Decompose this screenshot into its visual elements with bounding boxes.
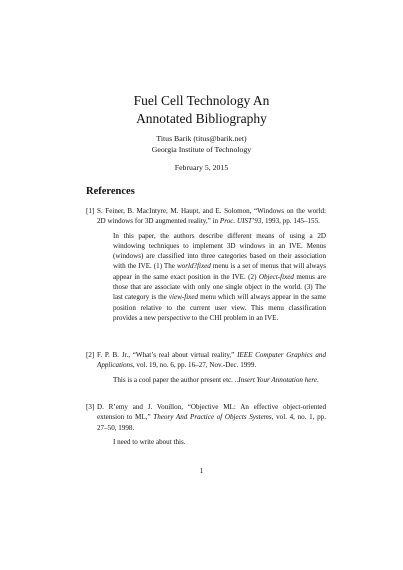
reference-citation: S. Feiner, B. MacIntyre, M. Haupt, and E. Solomon, “Windows on the world: 2D windows for 3D augmented reality,” in Proc. UIST’93, 1993, pp. 145–155. <box>97 207 326 226</box>
author: Titus Barik (titus@barik.net) <box>156 134 247 143</box>
reference-entry-1 <box>86 206 326 323</box>
reference-annotation: This is a cool paper the author present etc. ..Insert Your Annotation here. <box>113 375 319 384</box>
reference-number: [1] <box>86 207 95 215</box>
document-title <box>0 92 403 128</box>
reference-number: [2] <box>86 351 95 359</box>
institution: Georgia Institute of Technology <box>151 144 252 154</box>
title-line-1: Fuel Cell Technology An <box>133 93 270 108</box>
reference-citation: D. R’emy and J. Vouillon, “Objective ML: An effective object-oriented extension to ML,” Theory And Practice of Objects Systems, vol. 4, no. 1, pp. 27–50, 1998. <box>97 403 327 432</box>
reference-entry-2 <box>86 350 326 385</box>
reference-annotation: I need to write about this. <box>113 437 186 446</box>
reference-number: [3] <box>86 403 95 411</box>
date: February 5, 2015 <box>174 163 229 172</box>
page-number: 1 <box>199 466 204 475</box>
references-heading: References <box>86 186 135 197</box>
reference-entry-3 <box>86 402 326 447</box>
reference-annotation: In this paper, the authors describe different means of using a 2D windowing techniques to implement 3D windows in an IVE. Menus (windows) are classified into three categories based on their association with the IVE. (1) The world?fixed menu is a set of menus that will always appear in the same exact position in the IVE. (2) Object-fixed menus are those that are associate with only one single object in the world. (3) The last category is the view-fixed menu which will always appear in the same position relative to the current user view. This menu classification provides a new perspective to the CHI problem in an IVE. <box>113 231 327 322</box>
reference-citation: F. P. B. Jr., “What’s real about virtual reality,” IEEE Computer Graphics and Applications, vol. 19, no. 6, pp. 16–27, Nov.-Dec. 1999. <box>97 351 326 370</box>
title-block <box>0 92 403 174</box>
title-line-2: Annotated Bibliography <box>136 111 267 126</box>
